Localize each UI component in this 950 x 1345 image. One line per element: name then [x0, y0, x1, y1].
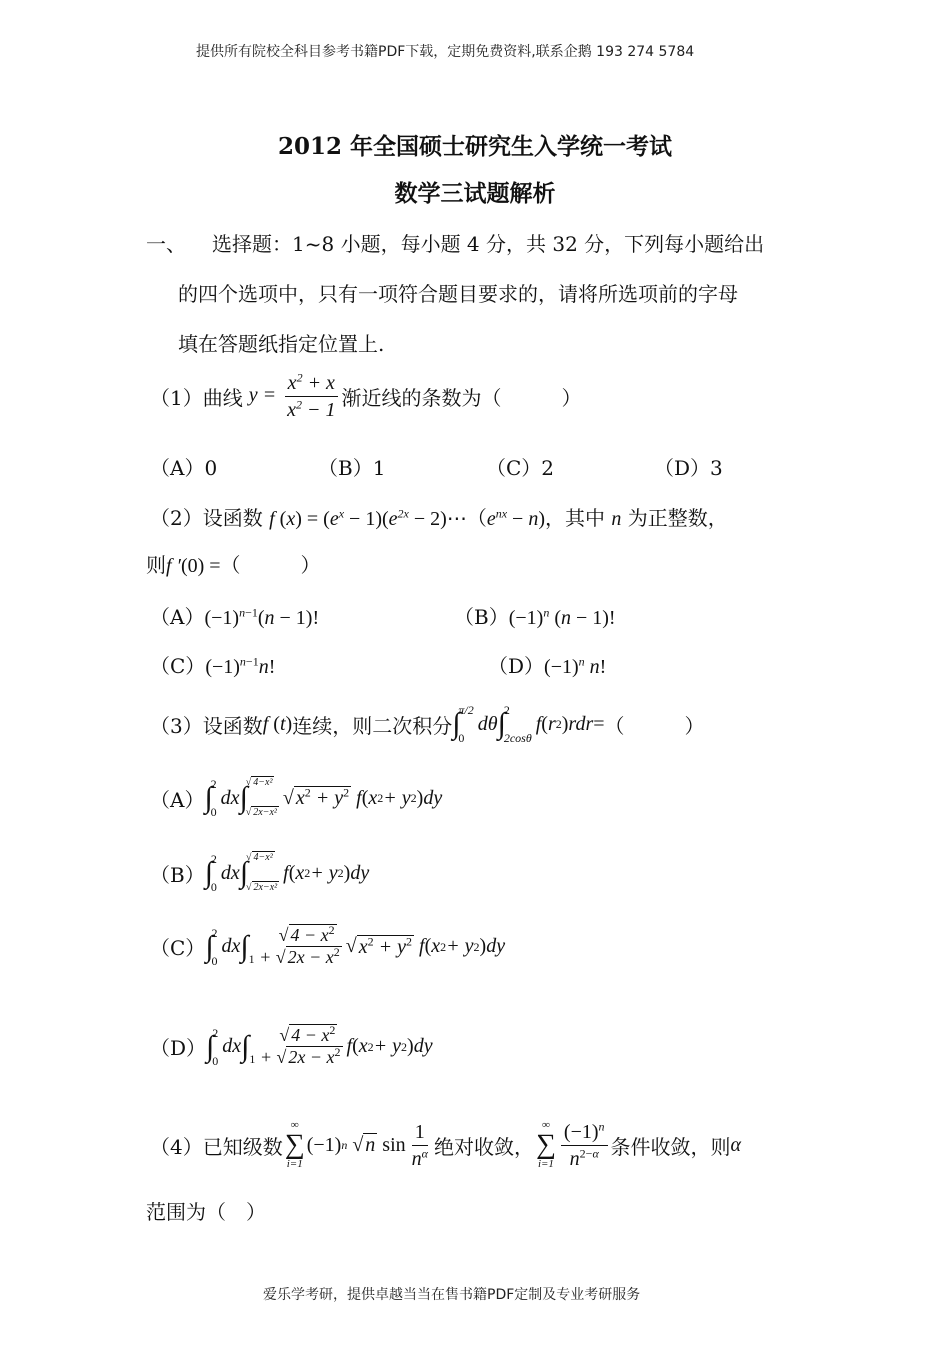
- q4-series-1: ∞ ∑ i=1 (−1) n √ n sin $\frac{1}{n^\alpha}$: [284, 1119, 428, 1170]
- q4-alpha: α: [730, 1133, 742, 1156]
- q1-option-a: （A）0: [150, 456, 218, 480]
- q3-option-c-formula: ∫ 2 0 dx ∫ √ $4 - x^2$ 1 + √ $2x - x^2$ √ $x^2 + y^2$ f ( x 2 + y 2 ) dy: [205, 923, 506, 968]
- q3-function: f (t): [262, 712, 293, 735]
- q2-label: （2）设函数: [150, 506, 263, 530]
- q1-tail: 渐近线的条数为（ ）: [341, 386, 582, 410]
- q2-option-a: [150, 601, 319, 630]
- q3-tail: （ ）: [604, 713, 705, 738]
- q2-formula: f $(x) = (e^x - 1)(e^{2x}$ − $2)\cdots(e^{nx} - n)$: [269, 506, 545, 530]
- q2-option-b-label: （B）: [454, 605, 509, 629]
- question-4: [150, 1120, 741, 1170]
- q2-line2-label: 则: [146, 553, 166, 577]
- q3-option-a-label: （A）: [150, 787, 205, 812]
- q4-label: （4）已知级数: [150, 1134, 283, 1159]
- q3-integral: ∫ π/2 0 dθ ∫ 2 2cosθ f ( r 2 ) rdr =: [452, 703, 605, 745]
- q1-option-c: （C）2: [486, 456, 555, 480]
- q2-option-a-formula: $(-1)^{n-1}(n - 1)$!: [204, 605, 320, 629]
- question-1: [150, 372, 582, 421]
- q2-mid: ，其中: [545, 506, 605, 530]
- q3-option-d-formula: ∫ 2 0 dx ∫ √ $4 - x^2$ 1 + √ $2x - x^2$ f ( x 2 + y 2 ) dy: [206, 1023, 433, 1068]
- q4-line2: 范围为（ ）: [146, 1200, 266, 1224]
- q2-derivative: f ′(0) =: [166, 555, 221, 577]
- q3-option-b: [150, 853, 369, 893]
- question-2: [150, 502, 728, 531]
- q2-variable-n: n: [611, 508, 622, 530]
- q3-option-d-label: （D）: [150, 1036, 207, 1061]
- section-instructions-line3: 填在答题纸指定位置上.: [178, 332, 385, 356]
- q3-option-d: [150, 1025, 433, 1068]
- q2-option-d: [488, 650, 606, 679]
- q1-label: （1）曲线: [150, 386, 243, 410]
- q1-option-d: （D）3: [654, 456, 723, 480]
- q3-mid: 连续，则二次积分: [292, 713, 453, 738]
- q1-option-b: （B）1: [318, 456, 386, 480]
- q1-fraction: $\frac{x^2 + x}{x^2 - 1}$: [284, 372, 338, 421]
- q3-option-c: [150, 925, 505, 968]
- q3-label: （3）设函数: [150, 713, 263, 738]
- q3-option-b-label: （B）: [150, 862, 205, 887]
- question-3: [150, 704, 705, 744]
- section-number: 一、: [146, 232, 186, 256]
- page-subtitle: 数学三试题解析: [394, 180, 556, 207]
- q3-option-c-label: （C）: [150, 936, 206, 961]
- section-instructions-line2: 的四个选项中，只有一项符合题目要求的，请将所选项前的字母: [178, 282, 738, 306]
- q3-option-a-formula: ∫ 2 0 dx ∫ √ 4−x² √ 2x−x² √ $x^2 + y^2$ f ( x 2 + y 2 ) dy: [204, 777, 443, 819]
- q4-mid1: 绝对收敛，: [433, 1134, 534, 1159]
- page-header: 提供所有院校全科目参考书籍PDF下载，定期免费资料,联系企鹅 193 274 5784: [196, 44, 695, 60]
- q2-option-d-label: （D）: [488, 654, 545, 678]
- q2-tail: 为正整数，: [627, 506, 728, 530]
- q2-option-b-formula: $(-1)^n$ (n − 1)!: [508, 605, 616, 629]
- q4-series-2: ∞ ∑ i=1 $\frac{(-1)^n}{n^{2-\alpha}}$: [534, 1120, 611, 1170]
- q2-line2: [146, 549, 321, 578]
- q3-option-a: [150, 778, 442, 818]
- page-footer: 爱乐学考研，提供卓越当当在售书籍PDF定制及专业考研服务: [263, 1287, 641, 1303]
- q2-line2-tail: （ ）: [220, 553, 321, 577]
- q2-option-d-formula: $(-1)^n$ n!: [544, 654, 607, 678]
- q2-option-c-formula: $(-1)^{n-1}n$!: [205, 654, 276, 678]
- page-title: 2012 年全国硕士研究生入学统一考试: [277, 133, 673, 160]
- q2-option-c-label: （C）: [150, 654, 206, 678]
- q3-option-b-formula: ∫ 2 0 dx ∫ √ 4−x² √ 2x−x² f ( x 2 + y 2 ) dy: [204, 852, 370, 894]
- q1-formula: y = $\frac{x^2 + x}{x^2 - 1}$: [249, 372, 342, 421]
- section-instructions-line1: 选择题：1~8 小题，每小题 4 分，共 32 分，下列每小题给出: [212, 232, 765, 256]
- q2-option-b: [454, 601, 616, 630]
- q4-mid2: 条件收敛，则: [610, 1134, 731, 1159]
- q2-option-c: [150, 650, 275, 679]
- q2-option-a-label: （A）: [150, 605, 205, 629]
